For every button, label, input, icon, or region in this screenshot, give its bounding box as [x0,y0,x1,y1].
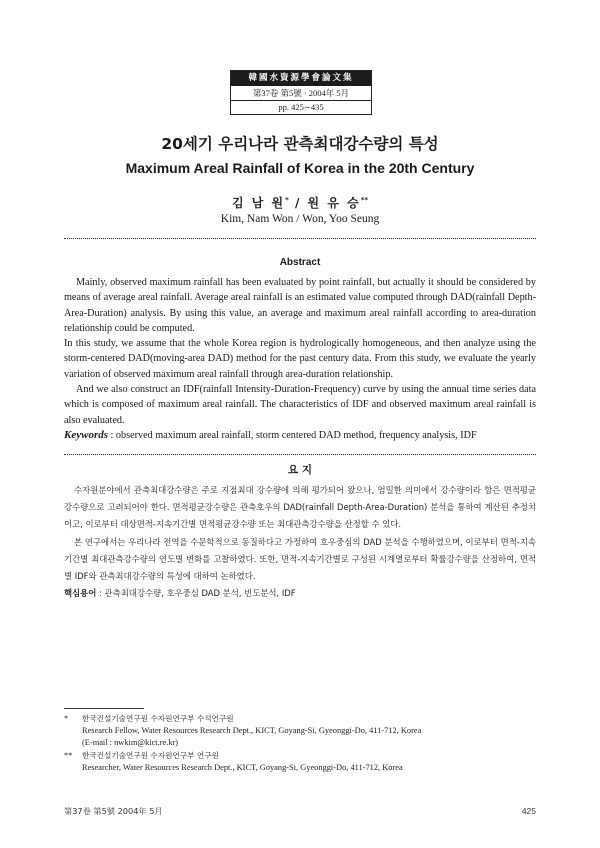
footnote-separator [64,708,144,709]
yoji-keywords-text: : 관측최대강수량, 호우중심 DAD 분석, 빈도분석, IDF [96,588,296,599]
author-2-mark: ** [360,196,369,204]
footnote-2-affiliation-en: Researcher, Water Resources Research Dept., KICT, Goyang-Si, Gyeonggi-Do, 411-712, Korea [82,762,403,772]
keywords-text: : observed maximum areal rainfall, storm centered DAD method, frequency analysis, IDF [108,429,477,441]
abstract-body [64,275,536,443]
footnote-2 [64,750,536,774]
footnote-1-mark: * [64,714,69,723]
journal-volume: 第37卷 第5號 · 2004年 5月 [231,86,371,101]
footnote-2-mark: ** [64,750,73,760]
footnotes [64,713,536,774]
footnote-1-email: (E-mail : nwkim@kict.re.kr) [82,738,179,748]
abstract-keywords [64,428,536,443]
footer-issue: 第37卷 第5號 2004年 5月 [64,806,163,816]
divider-middle [64,454,536,455]
author-1-name: 김 남 원 [231,196,286,210]
page-number: 425 [521,806,536,816]
footnote-1-affiliation-ko: 한국건설기술연구원 수자원연구부 수석연구원 [82,714,234,723]
abstract-heading: Abstract [279,257,321,268]
title-korean: 20세기 우리나라 관측최대강수량의 특성 [161,135,439,153]
yoji-heading: 요 지 [288,464,312,476]
authors-english: Kim, Nam Won / Won, Yoo Seung [220,213,380,225]
title-english: Maximum Areal Rainfall of Korea in the 20th Century [125,160,475,176]
journal-name: 韓國水資源學會論文集 [231,71,371,86]
author-separator: / [288,196,308,210]
footnote-2-affiliation-ko: 한국건설기술연구원 수자원연구부 연구원 [82,750,219,760]
author-1-mark: * [285,196,289,204]
journal-pages: pp. 425∼435 [278,102,324,112]
abstract-paragraph-3: And we also construct an IDF(rainfall Intensity-Duration-Frequency) curve by using the annual time series data which is composed of maximum areal rainfall. The characteristics of IDF and observed maximum areal rainfall is also evaluated. [64,384,536,426]
author-2-name: 원 유 승 [307,196,361,210]
footnote-1 [64,713,536,750]
abstract-paragraph-1: Mainly, observed maximum rainfall has been evaluated by point rainfall, but actually it should be considered by means of average areal rainfall. Average areal rainfall is an estimated value computed through DAD(rainfall Depth-Area-Duration) analysis. By using this value, an average and maximum areal rainfall according to area-duration relationship could be computed. [64,277,536,334]
divider-top [64,238,536,239]
yoji-keywords [64,585,536,602]
yoji-keywords-label: 핵심용어 [64,588,97,599]
authors-korean [0,194,600,211]
footnote-1-affiliation-en: Research Fellow, Water Resources Research Dept., KICT, Goyang-Si, Gyeonggi-Do, 411-712, Korea [82,726,422,736]
yoji-body [64,482,536,602]
yoji-paragraph-1: 수자원분야에서 관측최대강수량은 주로 지점최대 강수량에 의해 평가되어 왔으나, 엄밀한 의미에서 강수량이라 함은 면적평균강수량으로 고려되어야 한다. 면적평균강수량은 관측호우의 DAD(rainfall Depth-Area-Duration) 분석을 통하여 계산된 추정치이고, 이로부터 대상면적-지속기간별 면적평균강수량 또는 최대관측강수량을 산정할 수 있다. [64,485,536,530]
abstract-paragraph-2: In this study, we assume that the whole Korea region is hydrologically homogeneous, and then analyze using the storm-centered DAD(moving-area DAD) method for the past century data. From this study, we evaluate the yearly variation of observed maximum areal rainfall through area-duration relationship. [64,338,536,380]
yoji-paragraph-2: 본 연구에서는 우리나라 전역을 수문학적으로 동질하다고 가정하여 호우중심의 DAD 분석을 수행하였으며, 이로부터 면적-지속기간별 최대관측강수량의 연도별 변화를 고찰하였다. 또한, 면적-지속기간별로 구성된 시계열로부터 확률강수량을 산정하여, 면적별 IDF와 관측최대강수량의 특성에 대하여 논하였다. [64,536,536,582]
keywords-label: Keywords [64,428,108,441]
journal-info-box [230,70,372,115]
